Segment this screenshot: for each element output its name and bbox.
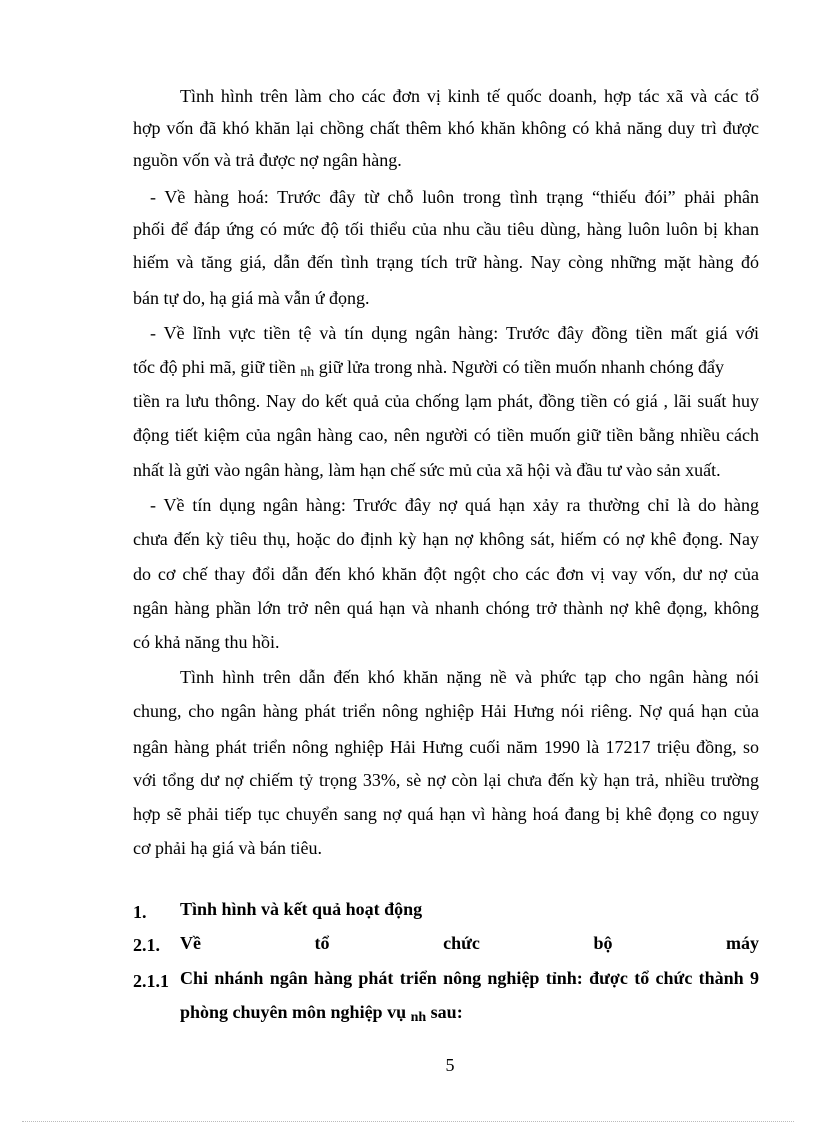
paragraph-3-line-2 bbox=[133, 356, 759, 381]
paragraph-4-line-4: ngân hàng phần lớn trở nên quá hạn và nhanh chóng trở thành nợ khê đọng, không bbox=[133, 598, 759, 618]
paragraph-4-line-3: do cơ chế thay đổi dẫn đến khó khăn đột ngột cho các đơn vị vay vốn, dư nợ của bbox=[133, 564, 759, 584]
heading-1-number: 1. bbox=[133, 902, 147, 922]
heading-2-1-1-number: 2.1.1 bbox=[133, 971, 169, 991]
paragraph-5-line-2: chung, cho ngân hàng phát triển nông nghiệp Hải Hưng nói riêng. Nợ quá hạn của bbox=[133, 701, 759, 721]
paragraph-1-line-3: nguồn vốn và trả được nợ ngân hàng. bbox=[133, 150, 402, 170]
paragraph-5-line-3: ngân hàng phát triển nông nghiệp Hải Hưng cuối năm 1990 là 17217 triệu đồng, so bbox=[133, 737, 759, 757]
paragraph-3-line-1: - Về lĩnh vực tiền tệ và tín dụng ngân hàng: Trước đây đồng tiền mất giá với bbox=[150, 323, 759, 343]
paragraph-4-line-1: - Về tín dụng ngân hàng: Trước đây nợ quá hạn xảy ra thường chỉ là do hàng bbox=[150, 495, 759, 515]
paragraph-2-line-1: - Về hàng hoá: Trước đây từ chỗ luôn trong tình trạng “thiếu đói” phải phân bbox=[150, 187, 759, 207]
heading-2-1-1-line-1: Chi nhánh ngân hàng phát triển nông nghiệp tỉnh: được tổ chức thành 9 bbox=[180, 968, 759, 988]
heading-2-1-1-line-2 bbox=[180, 1001, 463, 1026]
paragraph-3-inline-note: nh bbox=[300, 365, 315, 380]
heading-2-1-1-line-2-end: sau: bbox=[430, 1002, 463, 1022]
heading-1-title: Tình hình và kết quả hoạt động bbox=[180, 899, 423, 919]
paragraph-3-line-5: nhất là gửi vào ngân hàng, làm hạn chế sức mủ của xã hội và đầu tư vào sản xuất. bbox=[133, 460, 721, 480]
paragraph-3-line-2-start: tốc độ phi mã, giữ tiền bbox=[133, 357, 296, 377]
heading-2-1-1-inline-note: nh bbox=[410, 1010, 427, 1025]
heading-2-1-word: chức bbox=[443, 933, 480, 953]
paragraph-2-line-2: phối để đáp ứng có mức độ tối thiểu của nhu cầu tiêu dùng, hàng luôn luôn bị khan bbox=[133, 219, 759, 239]
heading-2-1-title bbox=[180, 932, 759, 954]
heading-2-1-1-line-2-start: phòng chuyên môn nghiệp vụ bbox=[180, 1002, 407, 1022]
heading-2-1-number: 2.1. bbox=[133, 935, 160, 955]
page-number: 5 bbox=[445, 1055, 455, 1075]
paragraph-5-line-1: Tình hình trên dẫn đến khó khăn nặng nề và phức tạp cho ngân hàng nói bbox=[180, 667, 759, 687]
paragraph-3-line-4: động tiết kiệm của ngân hàng cao, nên người có tiền muốn giữ tiền bằng nhiều cách bbox=[133, 425, 759, 445]
paragraph-5-line-4: với tổng dư nợ chiếm tỷ trọng 33%, sè nợ còn lại chưa đến kỳ hạn trả, nhiều trường bbox=[133, 770, 759, 790]
paragraph-5-line-6: cơ phải hạ giá và bán tiêu. bbox=[133, 838, 322, 858]
heading-2-1-word: Về bbox=[180, 933, 201, 953]
paragraph-2-line-4: bán tự do, hạ giá mà vẫn ứ đọng. bbox=[133, 288, 370, 308]
heading-2-1-word: máy bbox=[726, 933, 759, 953]
paragraph-5-line-5: hợp sẽ phải tiếp tục chuyển sang nợ quá hạn vì hàng hoá đang bị khê đọng co nguy bbox=[133, 804, 759, 824]
paragraph-1-line-2: hợp vốn đã khó khăn lại chồng chất thêm khó khăn không có khả năng duy trì được bbox=[133, 118, 759, 138]
paragraph-2-line-3: hiếm và tăng giá, dẫn đến tình trạng tích trữ hàng. Nay còng những mặt hàng đó bbox=[133, 252, 759, 272]
page-bottom-divider bbox=[22, 1121, 794, 1122]
paragraph-4-line-5: có khả năng thu hồi. bbox=[133, 632, 280, 652]
paragraph-3-line-2-end: giữ lửa trong nhà. Người có tiền muốn nhanh chóng đẩy bbox=[318, 357, 724, 377]
paragraph-4-line-2: chưa đến kỳ tiêu thụ, hoặc do định kỳ hạn nợ không sát, hiếm có nợ khê đọng. Nay bbox=[133, 529, 759, 549]
paragraph-3-line-3: tiền ra lưu thông. Nay do kết quả của chống lạm phát, đồng tiền có giá , lãi suất huy bbox=[133, 391, 759, 411]
paragraph-1-line-1: Tình hình trên làm cho các đơn vị kinh tế quốc doanh, hợp tác xã và các tổ bbox=[180, 86, 759, 106]
heading-2-1-word: tổ bbox=[314, 933, 330, 953]
heading-2-1-word: bộ bbox=[593, 933, 613, 953]
